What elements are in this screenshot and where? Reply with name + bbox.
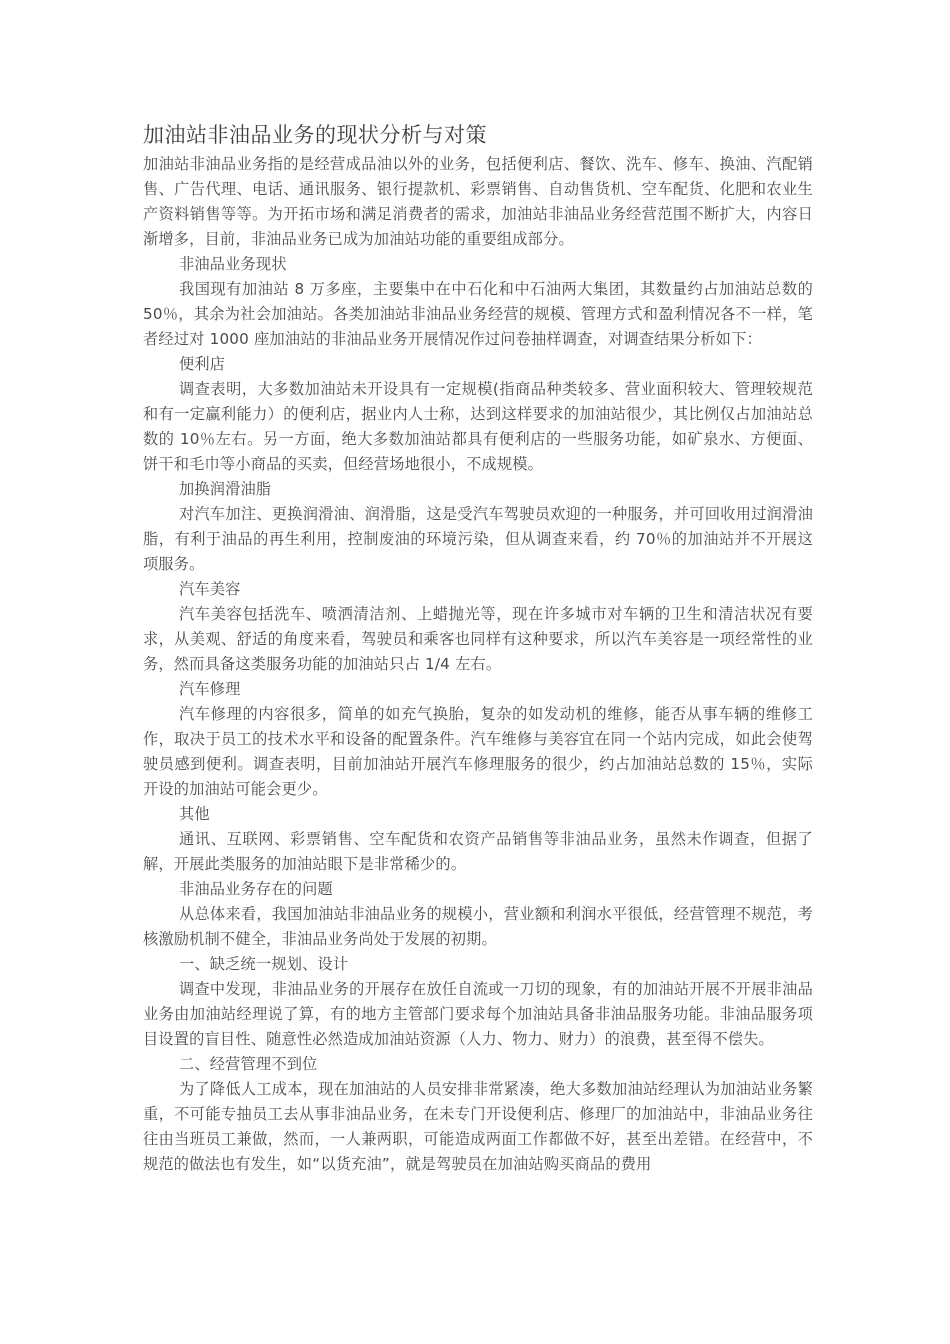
body-paragraph: 我国现有加油站 8 万多座，主要集中在中石化和中石油两大集团，其数量约占加油站总数的 50％，其余为社会加油站。各类加油站非油品业务经营的规模、管理方式和盈利情况各不一样，笔者经过对 1000 座加油站的非油品业务开展情况作过问卷抽样调查，对调查结果分析如下：	[143, 280, 813, 348]
document-body	[143, 118, 813, 1177]
body-paragraph: 汽车修理的内容很多，简单的如充气换胎，复杂的如发动机的维修，能否从事车辆的维修工作，取决于员工的技术水平和设备的配置条件。汽车维修与美容宜在同一个站内完成，如此会使驾驶员感到便利。调查表明，目前加油站开展汽车修理服务的很少，约占加油站总数的 15％，实际开设的加油站可能会更少。	[143, 705, 813, 798]
section-heading: 一、缺乏统一规划、设计	[179, 955, 349, 973]
body-paragraph: 从总体来看，我国加油站非油品业务的规模小，营业额和利润水平很低，经营管理不规范，考核激励机制不健全，非油品业务尚处于发展的初期。	[143, 905, 813, 948]
body-paragraph: 对汽车加注、更换润滑油、润滑脂，这是受汽车驾驶员欢迎的一种服务，并可回收用过润滑油脂，有利于油品的再生利用，控制废油的环境污染，但从调查来看，约 70％的加油站并不开展这项服务。	[143, 505, 813, 573]
section-heading: 非油品业务现状	[179, 255, 287, 273]
section-heading: 二、经营管理不到位	[179, 1055, 318, 1073]
body-paragraph: 通讯、互联网、彩票销售、空车配货和农资产品销售等非油品业务，虽然未作调查，但据了解，开展此类服务的加油站眼下是非常稀少的。	[143, 830, 813, 873]
document-title: 加油站非油品业务的现状分析与对策	[143, 123, 487, 147]
section-heading: 非油品业务存在的问题	[179, 880, 333, 898]
section-heading: 其他	[179, 805, 210, 823]
body-paragraph: 为了降低人工成本，现在加油站的人员安排非常紧凑，绝大多数加油站经理认为加油站业务繁重，不可能专抽员工去从事非油品业务，在未专门开设便利店、修理厂的加油站中，非油品业务往往由当班员工兼做，然而，一人兼两职，可能造成两面工作都做不好，甚至出差错。在经营中，不规范的做法也有发生，如“以货充油”，就是驾驶员在加油站购买商品的费用	[143, 1080, 813, 1173]
section-heading: 汽车美容	[179, 580, 241, 598]
body-paragraph: 汽车美容包括洗车、喷洒清洁剂、上蜡抛光等，现在许多城市对车辆的卫生和清洁状况有要求，从美观、舒适的角度来看，驾驶员和乘客也同样有这种要求，所以汽车美容是一项经常性的业务，然而具备这类服务功能的加油站只占 1/4 左右。	[143, 605, 813, 673]
intro-paragraph: 加油站非油品业务指的是经营成品油以外的业务，包括便利店、餐饮、洗车、修车、换油、汽配销售、广告代理、电话、通讯服务、银行提款机、彩票销售、自动售货机、空车配货、化肥和农业生产资料销售等等。为开拓市场和满足消费者的需求，加油站非油品业务经营范围不断扩大，内容日渐增多，目前，非油品业务已成为加油站功能的重要组成部分。	[143, 155, 813, 248]
body-paragraph: 调查表明，大多数加油站未开设具有一定规模(指商品种类较多、营业面积较大、管理较规范和有一定赢利能力）的便利店，据业内人士称，达到这样要求的加油站很少，其比例仅占加油站总数的 10％左右。另一方面，绝大多数加油站都具有便利店的一些服务功能，如矿泉水、方便面、饼干和毛巾等小商品的买卖，但经营场地很小，不成规模。	[143, 380, 813, 473]
body-paragraph: 调查中发现，非油品业务的开展存在放任自流或一刀切的现象，有的加油站开展不开展非油品业务由加油站经理说了算，有的地方主管部门要求每个加油站具备非油品服务功能。非油品服务项目设置的盲目性、随意性必然造成加油站资源（人力、物力、财力）的浪费，甚至得不偿失。	[143, 980, 813, 1048]
section-heading: 汽车修理	[179, 680, 241, 698]
section-heading: 便利店	[179, 355, 226, 373]
section-heading: 加换润滑油脂	[179, 480, 272, 498]
